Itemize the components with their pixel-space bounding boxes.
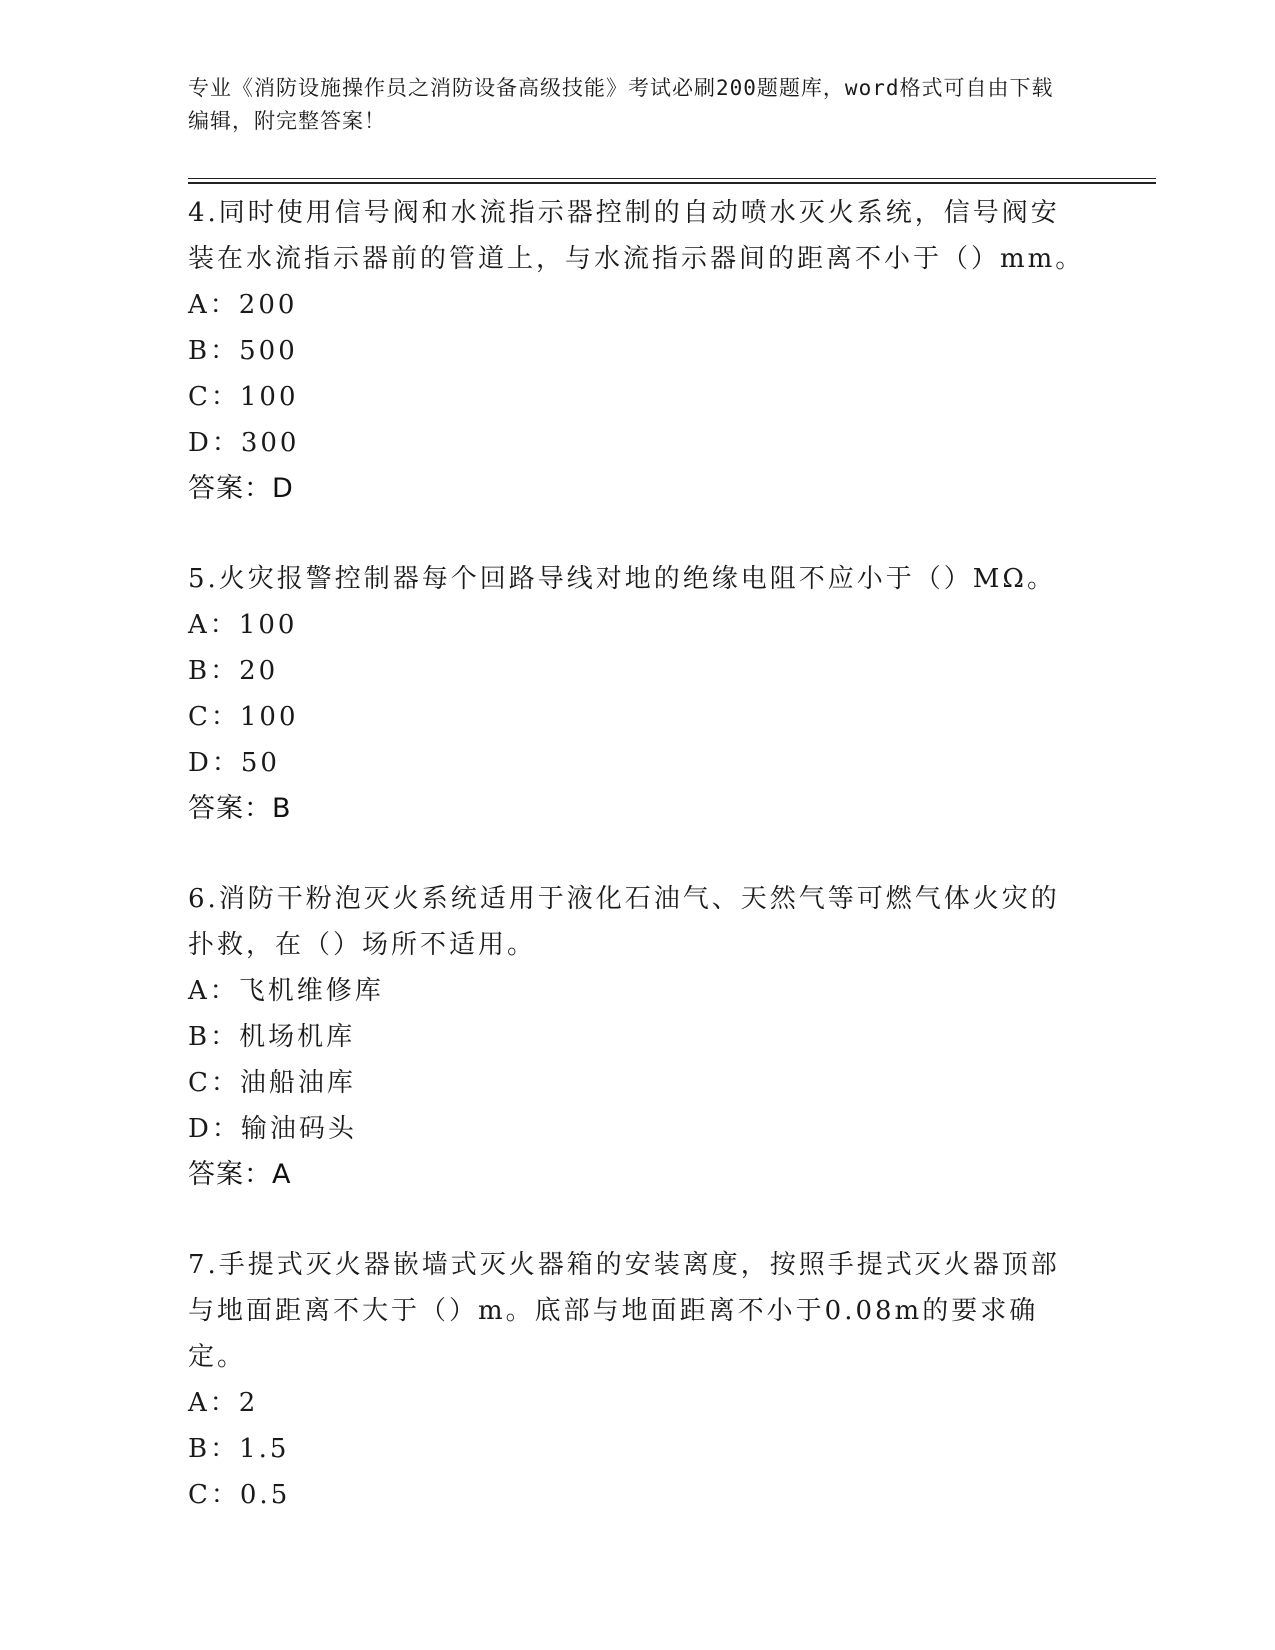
header-divider-thin	[188, 178, 1156, 179]
option-b: B：1.5	[188, 1434, 290, 1464]
question-5	[188, 556, 1088, 832]
option-d: D：300	[188, 428, 300, 458]
answer-line: 答案：B	[188, 793, 292, 824]
question-6	[188, 876, 1088, 1198]
question-stem: 4.同时使用信号阀和水流指示器控制的自动喷水灭火系统，信号阀安装在水流指示器前的管道上，与水流指示器间的距离不小于（）mm。	[188, 198, 1085, 274]
option-b: B：500	[188, 336, 298, 366]
header-divider-thick	[188, 182, 1156, 184]
option-d: D：输油码头	[188, 1114, 357, 1144]
question-stem: 7.手提式灭火器嵌墙式灭火器箱的安装离度，按照手提式灭火器顶部与地面距离不大于（）m。底部与地面距离不小于0.08m的要求确定。	[188, 1250, 1060, 1372]
question-4	[188, 190, 1088, 512]
option-c: C：100	[188, 702, 299, 732]
option-c: C：0.5	[188, 1480, 291, 1510]
answer-line: 答案：A	[188, 1159, 292, 1190]
option-a: A：100	[188, 610, 298, 640]
option-a: A：200	[188, 290, 298, 320]
option-d: D：50	[188, 748, 280, 778]
document-intro: 专业《消防设施操作员之消防设备高级技能》考试必刷200题题库，word格式可自由下载编辑，附完整答案！	[188, 76, 1054, 133]
option-a: A：2	[188, 1388, 259, 1418]
question-7	[188, 1242, 1088, 1518]
question-list	[188, 190, 1088, 1562]
option-a: A：飞机维修库	[188, 976, 384, 1006]
question-stem: 5.火灾报警控制器每个回路导线对地的绝缘电阻不应小于（）MΩ。	[188, 564, 1056, 594]
option-c: C：油船油库	[188, 1068, 356, 1098]
question-stem: 6.消防干粉泡灭火系统适用于液化石油气、天然气等可燃气体火灾的扑救，在（）场所不适用。	[188, 884, 1060, 960]
option-c: C：100	[188, 382, 299, 412]
answer-line: 答案：D	[188, 473, 294, 504]
option-b: B：20	[188, 656, 279, 686]
option-b: B：机场机库	[188, 1022, 356, 1052]
